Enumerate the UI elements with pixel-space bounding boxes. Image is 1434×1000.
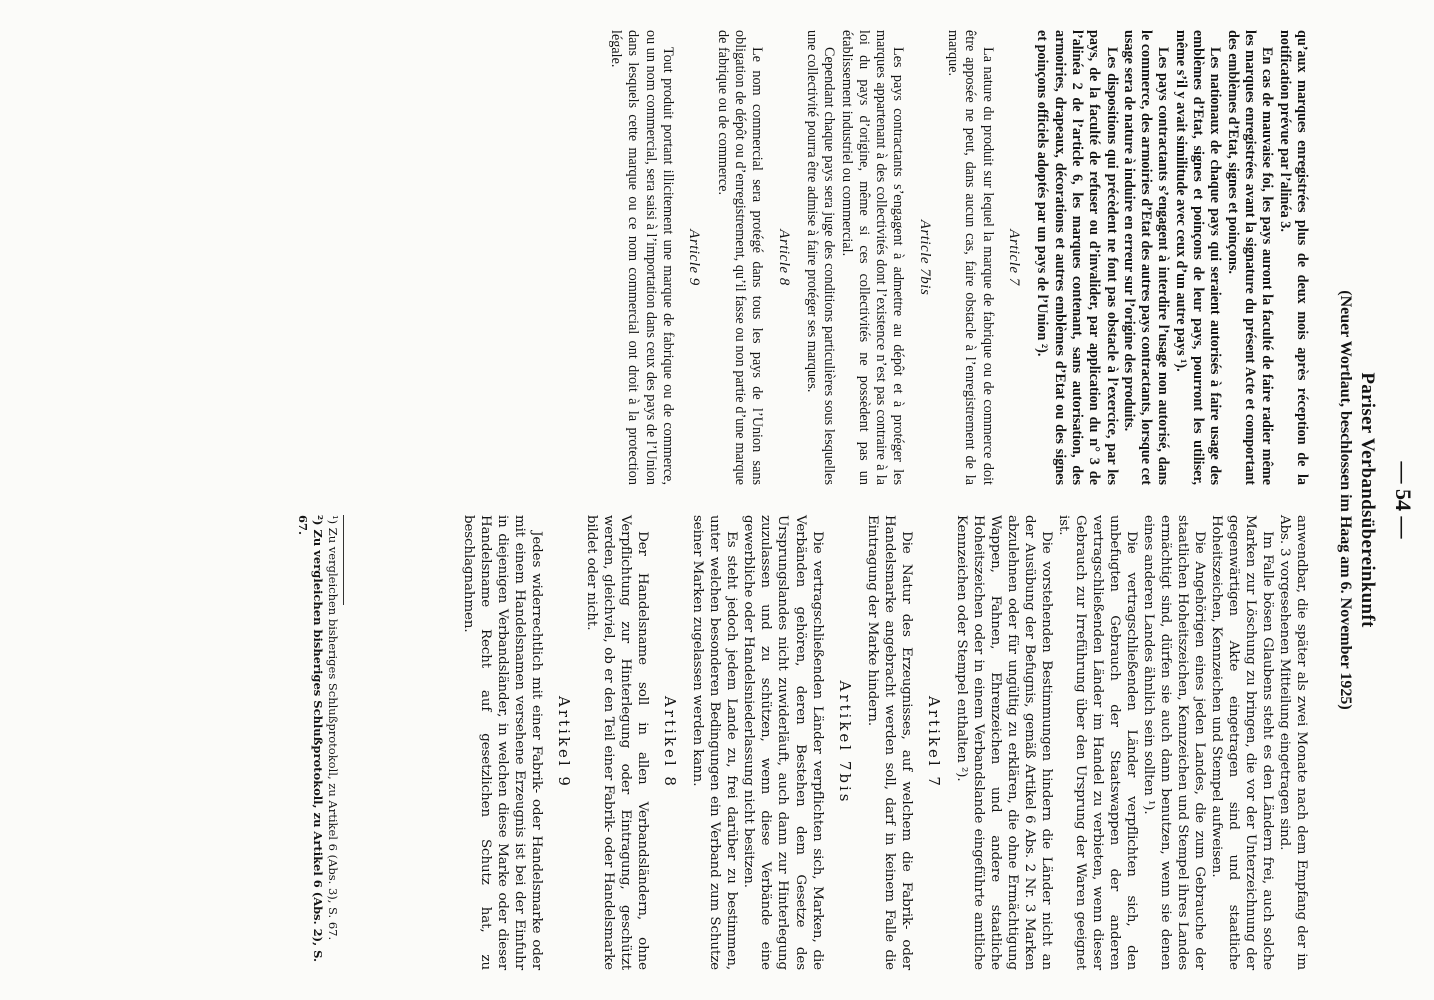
fr-paragraph: Les dispositions qui précèdent ne font pas obstacle à l’exercice, par les pays, de la faculté de refuser ou d’invalider, par application du n° 3 de l’alinéa 2 de l’article 6, les marques contenant, sans autorisation, des armoiries, drapeaux, décorations et autres emblèmes d’Etat ou des signes et poinçons officiels adoptés par un pays de l’Union ²). [1034,30,1120,485]
fr-paragraph: Les pays contractants s’engagent à admettre au dépôt et à protéger les marques appartenant à des collectivités dont l’existence n’est pas contraire à la loi du pays d’origine, même si ces collectivités ne possèdent pas un établissement industriel ou commercial. [838,30,907,485]
footnote: ¹) Zu vergleichen bisheriges Schlußprotokoll, zu Artikel 6 (Abs. 3), S. 67. [326,515,340,941]
fr-article-heading: Article 7bis [916,219,933,296]
de-paragraph: Im Falle bösen Glaubens steht es den Ländern frei, auch solche Marken zur Löschung zu bringen, die vor der Unterzeichnung der gegenwärtigen Akte eingetragen sind und staatliche Hoheitszeichen, Kennzeichen und Stempel aufweisen. [1208,515,1275,970]
fr-article-heading: Article 9 [686,229,703,286]
german-column [460,515,1310,970]
fr-paragraph: Le nom commercial sera protégé dans tous les pays de l’Union sans obligation de dépôt ou d’enregistrement, qu’il fasse ou non partie d’une marque de fabrique ou de commerce. [714,30,766,485]
de-paragraph: Die vertragschließenden Länder verpflichten sich, Marken, die Verbänden gehören, deren Bestehen dem Gesetze des Ursprungslandes nicht zuwiderläuft, auch dann zur Hinterlegung zuzulassen und zu schützen, wenn diese Verbände eine gewerbliche oder Handelsniederlassung nicht besitzen. [741,515,825,970]
fr-paragraph: Tout produit portant illicitement une marque de fabrique ou de commerce, ou un nom commercial, sera saisi à l’importation dans ceux des pays de l’Union dans lesquels cette marque ou ce nom commercial ont droit à la protection légale. [608,30,677,485]
de-paragraph: Es steht jedoch jedem Lande zu, frei darüber zu bestimmen, unter welchen besonderen Bedingungen ein Verband zum Schutze seiner Marken zugelassen werden kann. [690,515,740,970]
fr-paragraph: Les pays contractants s’engagent à interdire l’usage non autorisé, dans le commerce, des armoiries d’Etat des autres pays contractants, lorsque cet usage sera de nature à induire en erreur sur l’origine des produits. [1120,30,1172,485]
de-paragraph: anwendbar, die später als zwei Monate nach dem Empfang der im Abs. 3 vorgesehenen Mitteilung eingetragen sind. [1276,515,1309,970]
de-paragraph: Die vertragschließenden Länder verpflichten sich, den unbefugten Gebrauch der Staatswappen der anderen vertragschließenden Länder im Handel zu verbieten, wenn dieser Gebrauch zur Irreführung über den Ursprung der Waren geeignet ist. [1055,515,1139,970]
heading-subtitle: (Neuer Wortlaut, beschlossen im Haag am 6. November 1925) [1337,290,1355,710]
de-paragraph: Die vorstehenden Bestimmungen hindern die Länder nicht an der Ausübung der Befugnis, gemäß Artikel 6 Abs. 2 Nr. 3 Marken abzulehnen oder für ungültig zu erklären, die ohne Ermächtigung Wappen, Fahnen, Ehrenzeichen und andere staatliche Hoheitszeichen oder in einem Verbandslande eingeführte amtliche Kennzeichen oder Stempel enthalten ²). [953,515,1054,970]
de-article-heading: Artikel 7bis [835,680,854,805]
fr-paragraph: La nature du produit sur lequel la marque de fabrique ou de commerce doit être apposée ne peut, dans aucun cas, faire obstacle à l’enregistrement de la marque. [945,30,996,485]
footnotes [295,515,344,970]
heading-title: Pariser Verbandsübereinkunft [1357,372,1378,628]
page-heading [1336,30,1378,970]
de-article-heading: Artikel 7 [924,696,943,789]
page-number: — 54 — [1391,461,1416,539]
fr-paragraph: En cas de mauvaise foi, les pays auront la faculté de faire radier même les marques enregistrées avant la signature du présent Acte et comportant des emblèmes d’Etat, signes et poinçons. [1224,30,1276,485]
de-paragraph: Die Angehörigen eines jeden Landes, die zum Gebrauche der staatlichen Hoheitszeichen, Kennzeichen und Stempel ihres Landes ermächtigt sind, dürfen sie auch dann benutzen, wenn sie denen eines anderen Landes ähnlich sein sollten ¹). [1140,515,1207,970]
fr-paragraph: Les nationaux de chaque pays qui seraient autorisés à faire usage des emblèmes d’Etat, signes et poinçons de leur pays, pourront les utiliser, même s’il y avait similitude avec ceux d’un autre pays ¹). [1172,30,1224,485]
fr-paragraph: qu’aux marques enregistrées plus de deux mois après réception de la notification prévue par l’alinéa 3. [1276,30,1310,485]
footnote: ²) Zu vergleichen bisheriges Schlußprotokoll, zu Artikel 6 (Abs. 2), S. 67. [296,515,326,962]
fr-article-heading: Article 7 [1006,229,1022,286]
footnote-rule [343,515,344,605]
de-article-heading: Artikel 9 [555,696,574,789]
french-column [607,30,1310,485]
de-paragraph: Der Handelsname soll in allen Verbandsländern, ohne Verpflichtung zur Hinterlegung oder Eintragung, geschützt werden, gleichviel, ob er den Teil einer Fabrik- oder Handelsmarke bildet oder nicht. [584,515,651,970]
fr-article-heading: Article 8 [775,229,792,286]
de-paragraph: Jedes widerrechtlich mit einer Fabrik- oder Handelsmarke oder mit einem Handelsnamen versehene Erzeugnis ist bei der Einfuhr in diejenigen Verbandsländer, in welchen diese Marke oder dieser Handelsname Recht auf gesetzlichen Schutz hat, zu beschlagnahmen. [461,515,545,970]
de-article-heading: Artikel 8 [661,696,680,789]
fr-paragraph: Cependant chaque pays sera juge des conditions particulières sous lesquelles une collectivité pourra être admise à faire protéger ses marques. [803,30,838,485]
de-paragraph: Die Natur des Erzeugnisses, auf welchem die Fabrik- oder Handelsmarke angebracht werden soll, darf in keinem Falle die Eintragung der Marke hindern. [864,515,914,970]
